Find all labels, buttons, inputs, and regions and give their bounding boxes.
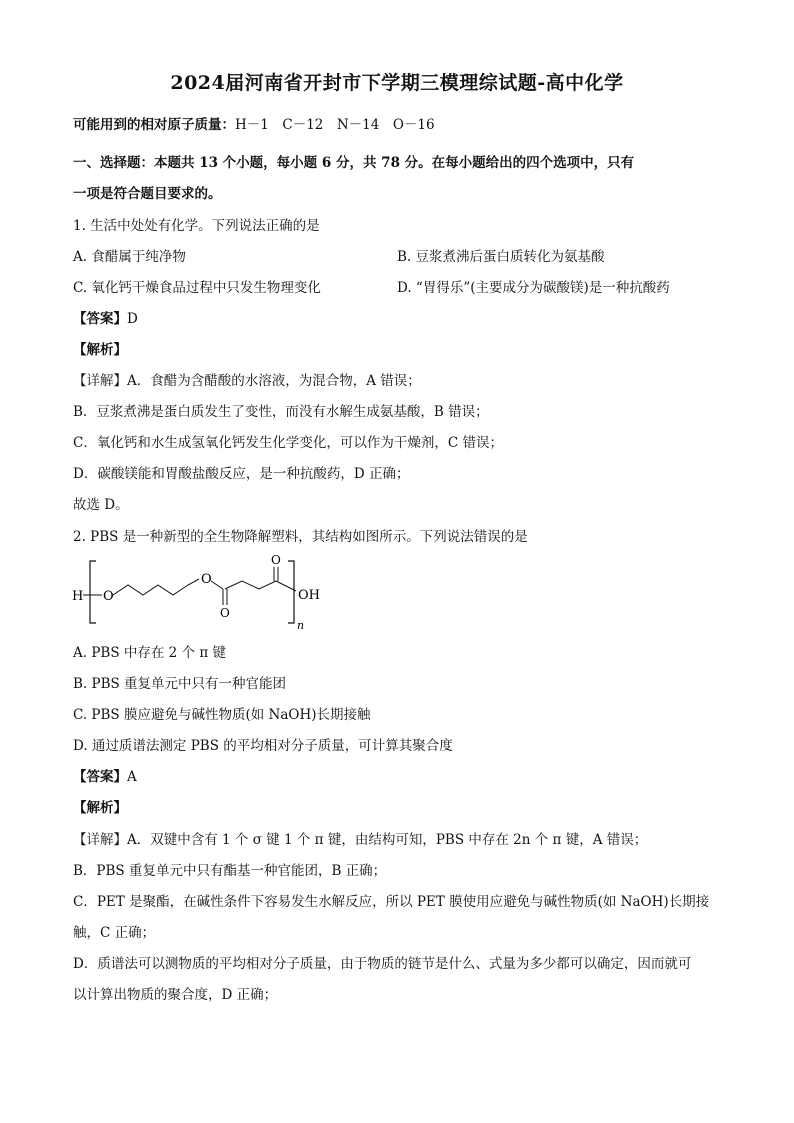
struct-atom-o4: O	[271, 553, 281, 567]
q1-answer-tag: 【答案】	[73, 311, 127, 327]
q1-stem: 1. 生活中处处有化学。下列说法正确的是	[73, 218, 320, 234]
q2-option-c: C. PBS 膜应避免与碱性物质(如 NaOH)长期接触	[73, 707, 371, 723]
q2-stem: 2. PBS 是一种新型的全生物降解塑料，其结构如图所示。下列说法错误的是	[73, 529, 528, 545]
struct-subscript-n: n	[297, 619, 305, 631]
struct-butyl-chain	[113, 579, 199, 595]
q2-answer-tag: 【答案】	[73, 769, 127, 785]
q1-detail-d: D．碳酸镁能和胃酸盐酸反应，是一种抗酸药，D 正确；	[73, 466, 410, 482]
q1-detail-tag: 【详解】	[73, 373, 127, 389]
q1-answer-line	[73, 307, 138, 327]
struct-atom-h: H	[72, 589, 84, 604]
q2-detail-d-line1: D．质谱法可以测物质的平均相对分子质量，由于物质的链节是什么、式量为多少都可以确定，因而就可	[73, 956, 692, 972]
q2-answer-value: A	[127, 769, 137, 785]
struct-atom-o1: O	[103, 589, 114, 604]
q2-option-a: A. PBS 中存在 2 个 π 键	[73, 645, 227, 661]
q2-detail-d-line2: 以计算出物质的聚合度，D 正确；	[73, 987, 278, 1003]
struct-bond	[276, 581, 296, 591]
q1-analysis-tag: 【解析】	[73, 342, 127, 358]
q1-detail-a: 【详解】A．食醋为含醋酸的水溶液，为混合物，A 错误；	[73, 373, 421, 389]
struct-right-bracket	[288, 561, 294, 623]
q2-detail-c-line2: 触，C 正确；	[73, 925, 156, 941]
section-heading-line2: 一项是符合题目要求的。	[73, 186, 222, 202]
pbs-structure-diagram	[70, 553, 330, 631]
q2-option-b: B. PBS 重复单元中只有一种官能团	[73, 676, 287, 692]
q2-answer-line	[73, 765, 137, 785]
page-title: 2024届河南省开封市下学期三模理综试题-高中化学	[170, 72, 624, 94]
q1-conclusion: 故选 D。	[73, 497, 129, 513]
struct-atom-o2: O	[201, 572, 212, 587]
q1-option-d: D. “胃得乐”(主要成分为碳酸镁)是一种抗酸药	[397, 280, 670, 296]
section-heading-line1: 一、选择题：本题共 13 个小题，每小题 6 分，共 78 分。在每小题给出的四个选项中，只有	[73, 155, 635, 171]
q2-detail-tag: 【详解】	[73, 832, 127, 848]
q2-option-d: D. 通过质谱法测定 PBS 的平均相对分子质量，可计算其聚合度	[73, 738, 453, 754]
q2-detail-a: 【详解】A．双键中含有 1 个 σ 键 1 个 π 键，由结构可知，PBS 中存在 2n 个 π 键，A 错误；	[73, 832, 648, 848]
struct-atom-oh: OH	[298, 588, 320, 603]
atomic-mass-values: H－1 C－12 N－14 O－16	[235, 117, 435, 133]
q1-detail-b: B．豆浆煮沸是蛋白质发生了变性，而没有水解生成氨基酸，B 错误；	[73, 404, 489, 420]
q2-detail-b: B．PBS 重复单元中只有酯基一种官能团，B 正确；	[73, 863, 387, 879]
q1-option-c: C. 氧化钙干燥食品过程中只发生物理变化	[73, 280, 321, 296]
q2-analysis-tag: 【解析】	[73, 800, 127, 816]
struct-left-bracket	[90, 561, 96, 623]
atomic-mass-line	[73, 113, 435, 133]
q1-option-a: A. 食醋属于纯净物	[73, 249, 186, 265]
struct-bond	[211, 581, 223, 589]
q1-detail-c: C．氧化钙和水生成氢氧化钙发生化学变化，可以作为干燥剂，C 错误；	[73, 435, 503, 451]
q2-detail-c-line1: C．PET 是聚酯，在碱性条件下容易发生水解反应，所以 PET 膜使用应避免与碱性物质(如 NaOH)长期接	[73, 894, 710, 910]
atomic-mass-label: 可能用到的相对原子质量：	[73, 117, 235, 133]
struct-ethylene-chain	[225, 581, 276, 589]
struct-atom-o3: O	[220, 606, 230, 620]
q1-option-b: B. 豆浆煮沸后蛋白质转化为氨基酸	[397, 249, 605, 265]
q1-answer-value: D	[127, 311, 138, 327]
